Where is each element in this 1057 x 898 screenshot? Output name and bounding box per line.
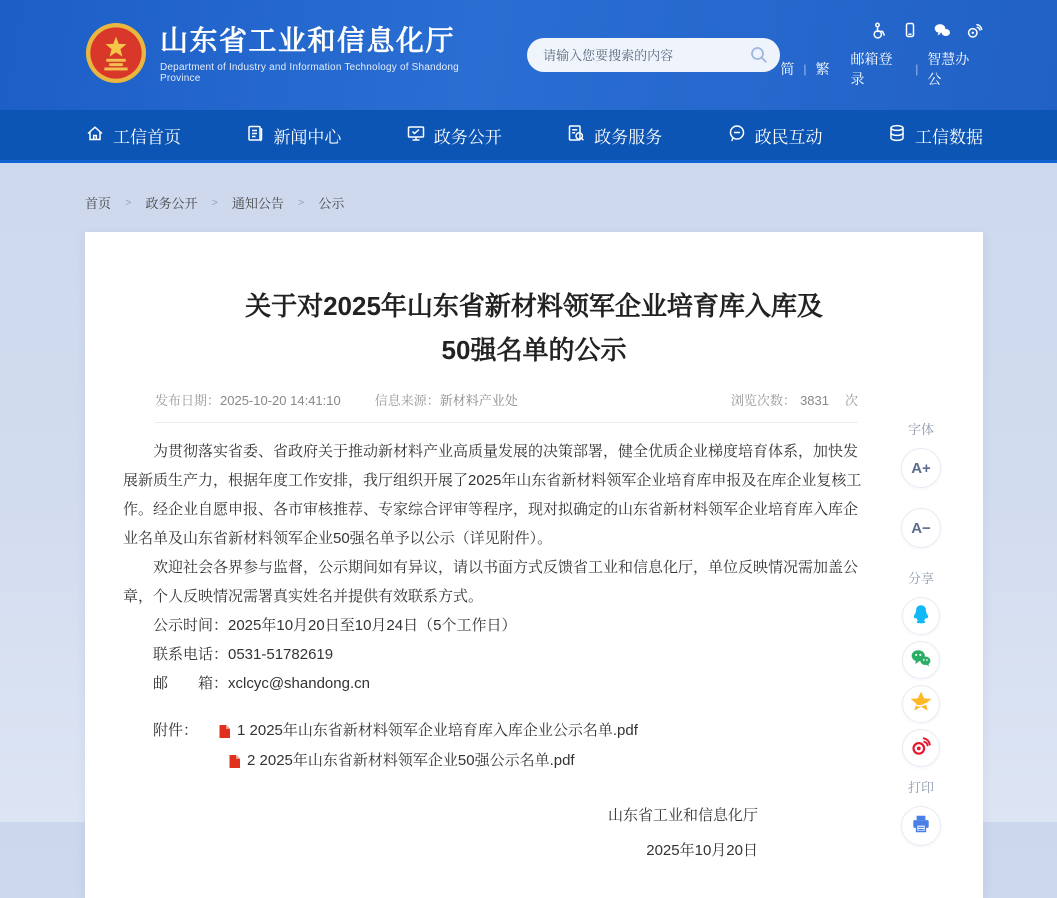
attachment-row <box>123 716 871 746</box>
view-count: 浏览次数： 3831 次 <box>731 393 858 408</box>
nav-label: 新闻中心 <box>273 127 342 147</box>
title-line-1: 关于对2025年山东省新材料领军企业培育库入库及 <box>245 291 823 321</box>
share-label: 分享 <box>907 571 934 586</box>
print-label: 打印 <box>907 780 934 795</box>
article-meta <box>155 390 858 423</box>
nav-item-gov-services[interactable] <box>566 123 662 148</box>
nav-label: 工信数据 <box>914 127 983 147</box>
nav-label: 政务服务 <box>594 127 663 147</box>
qq-icon <box>910 603 932 629</box>
wechat-share-icon <box>910 648 932 672</box>
nav-item-interaction[interactable] <box>727 123 823 148</box>
share-wechat-button[interactable] <box>902 641 940 679</box>
database-icon <box>887 123 907 148</box>
main-nav <box>0 110 1057 163</box>
weibo-share-icon <box>910 735 932 761</box>
article-signature <box>123 798 871 868</box>
monitor-icon <box>406 123 426 148</box>
service-icon <box>566 123 586 148</box>
info-source: 信息来源：新材料产业处 <box>374 393 518 408</box>
wechat-icon[interactable] <box>933 22 951 38</box>
breadcrumb <box>85 163 983 232</box>
home-icon <box>85 123 105 148</box>
pdf-icon <box>218 724 231 739</box>
article-body <box>123 437 871 868</box>
info-line-publicity-period: 公示时间：2025年10月20日至10月24日（5个工作日） <box>153 617 517 634</box>
simplified-chinese-link[interactable]: 简 <box>780 60 795 77</box>
breadcrumb-home[interactable]: 首页 <box>85 196 112 211</box>
news-icon <box>245 123 265 148</box>
nav-item-news[interactable] <box>245 123 341 148</box>
print-button[interactable] <box>901 806 941 846</box>
site-logo[interactable] <box>85 22 501 89</box>
site-name: 山东省工业和信息化厅 <box>160 25 456 57</box>
signature-date: 2025年10月20日 <box>646 842 758 859</box>
nav-label: 政民互动 <box>754 127 823 147</box>
breadcrumb-separator: > <box>211 196 218 209</box>
font-decrease-button[interactable]: A− <box>901 508 941 548</box>
font-increase-button[interactable]: A+ <box>901 448 941 488</box>
traditional-chinese-link[interactable]: 繁 <box>815 60 830 77</box>
nav-label: 工信首页 <box>113 127 181 147</box>
link-separator: | <box>915 61 919 76</box>
mobile-icon[interactable] <box>902 22 918 38</box>
chat-icon <box>727 123 747 148</box>
breadcrumb-separator: > <box>125 196 132 209</box>
search-input[interactable] <box>541 47 746 64</box>
breadcrumb-separator: > <box>297 196 305 209</box>
weibo-icon[interactable] <box>966 22 983 39</box>
pdf-icon <box>228 754 241 769</box>
share-weibo-button[interactable] <box>902 729 940 767</box>
signature-org: 山东省工业和信息化厅 <box>607 807 758 824</box>
site-name-english: Department of Industry and Information Technology of Shandong Province <box>160 61 459 84</box>
nav-label: 政务公开 <box>433 127 502 147</box>
article-paragraph: 为贯彻落实省委、省政府关于推动新材料产业高质量发展的决策部署，健全优质企业梯度培育体系，加快发展新质生产力，根据年度工作安排，我厅组织开展了2025年山东省新材料领军企业培育库申报及在库企业复核工作。经企业自愿申报、各市审核推荐、专家综合评审等程序，现对拟确定的山东省新材料领军企业培育库入库企业名单及山东省新材料领军企业50强名单予以公示（详见附件）。 <box>123 443 862 547</box>
share-qq-button[interactable] <box>902 597 940 635</box>
info-line-phone: 联系电话：0531-51782619 <box>153 646 334 663</box>
font-size-label: 字体 <box>907 422 934 437</box>
article-card <box>85 232 983 898</box>
search-box <box>527 38 780 72</box>
national-emblem-icon <box>85 22 147 89</box>
accessibility-icon[interactable] <box>870 22 887 39</box>
breadcrumb-current: 公示 <box>318 196 345 211</box>
nav-item-data[interactable] <box>887 123 983 148</box>
side-toolbar <box>899 419 943 856</box>
smart-office-link[interactable]: 智慧办公 <box>927 50 970 87</box>
title-line-2: 50强名单的公示 <box>441 335 627 365</box>
breadcrumb-notices[interactable]: 通知公告 <box>231 196 284 211</box>
link-separator: | <box>803 61 807 76</box>
search-icon[interactable] <box>746 42 772 68</box>
attachments-label: 附件： <box>153 722 199 739</box>
share-qzone-button[interactable] <box>902 685 940 723</box>
publish-date: 发布日期：2025-10-20 14:41:10 <box>155 393 341 408</box>
attachments <box>123 716 871 776</box>
mail-login-link[interactable]: 邮箱登录 <box>850 50 893 87</box>
nav-item-gov-affairs[interactable] <box>406 123 502 148</box>
page-title <box>175 284 893 372</box>
attachment-link-1[interactable]: 1 2025年山东省新材料领军企业培育库入库企业公示名单.pdf <box>237 722 638 739</box>
article-paragraph: 欢迎社会各界参与监督，公示期间如有异议，请以书面方式反馈省工业和信息化厅，单位反映情况需加盖公章，个人反映情况需署真实姓名并提供有效联系方式。 <box>123 559 859 605</box>
nav-item-home[interactable] <box>85 123 181 148</box>
printer-icon <box>910 813 932 839</box>
site-header <box>0 0 1057 110</box>
attachment-row <box>123 746 871 776</box>
attachment-link-2[interactable]: 2 2025年山东省新材料领军企业50强公示名单.pdf <box>247 752 575 769</box>
info-line-email: 邮 箱：xclcyc@shandong.cn <box>153 675 370 692</box>
qzone-star-icon <box>909 690 933 718</box>
breadcrumb-gov-affairs[interactable]: 政务公开 <box>145 196 198 211</box>
